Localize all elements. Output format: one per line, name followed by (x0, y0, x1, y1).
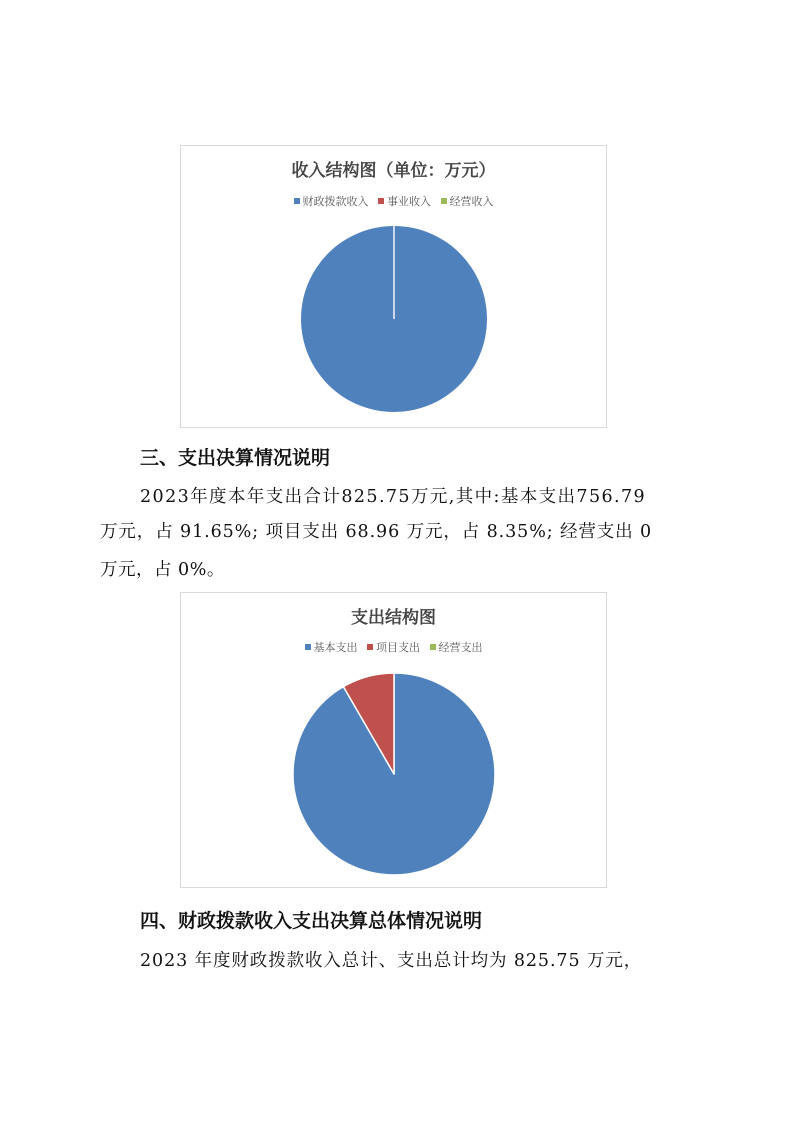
legend-swatch (294, 198, 300, 204)
legend-item (305, 639, 358, 655)
legend-item (430, 639, 483, 655)
legend-swatch (367, 644, 373, 650)
legend-label: 事业收入 (387, 195, 431, 208)
legend-item (367, 639, 420, 655)
legend-swatch (441, 198, 447, 204)
chart-legend (181, 639, 606, 655)
legend-label: 财政拨款收入 (302, 195, 369, 208)
chart-legend (181, 193, 606, 209)
chart-title: 支出结构图 (351, 608, 436, 628)
paragraph-line: 万元，占 91.65%; 项目支出 68.96 万元，占 8.35%; 经营支出 0 (100, 522, 653, 542)
expense-pie (293, 673, 495, 875)
income-structure-chart (180, 145, 607, 428)
legend-label: 经营收入 (449, 195, 494, 208)
income-pie (301, 226, 487, 412)
legend-swatch (305, 644, 311, 650)
paragraph-line: 2023 年度财政拨款收入总计、支出总计均为 825.75 万元， (140, 951, 643, 971)
section-heading-fiscal-appropriation: 四、财政拨款收入支出决算总体情况说明 (140, 910, 483, 932)
legend-label: 经营支出 (438, 641, 483, 654)
legend-item (441, 193, 494, 209)
paragraph-line: 万元，占 0%。 (100, 560, 225, 580)
paragraph-line: 2023年度本年支出合计825.75万元,其中:基本支出756.79 (140, 487, 647, 507)
section-heading-expenditure: 三、支出决算情况说明 (140, 447, 331, 469)
legend-label: 基本支出 (313, 641, 358, 654)
legend-swatch (378, 198, 384, 204)
legend-label: 项目支出 (376, 641, 420, 654)
chart-title: 收入结构图（单位：万元） (291, 161, 496, 181)
legend-item (294, 193, 369, 209)
expense-structure-chart (180, 592, 607, 888)
legend-item (378, 193, 431, 209)
legend-swatch (430, 644, 436, 650)
